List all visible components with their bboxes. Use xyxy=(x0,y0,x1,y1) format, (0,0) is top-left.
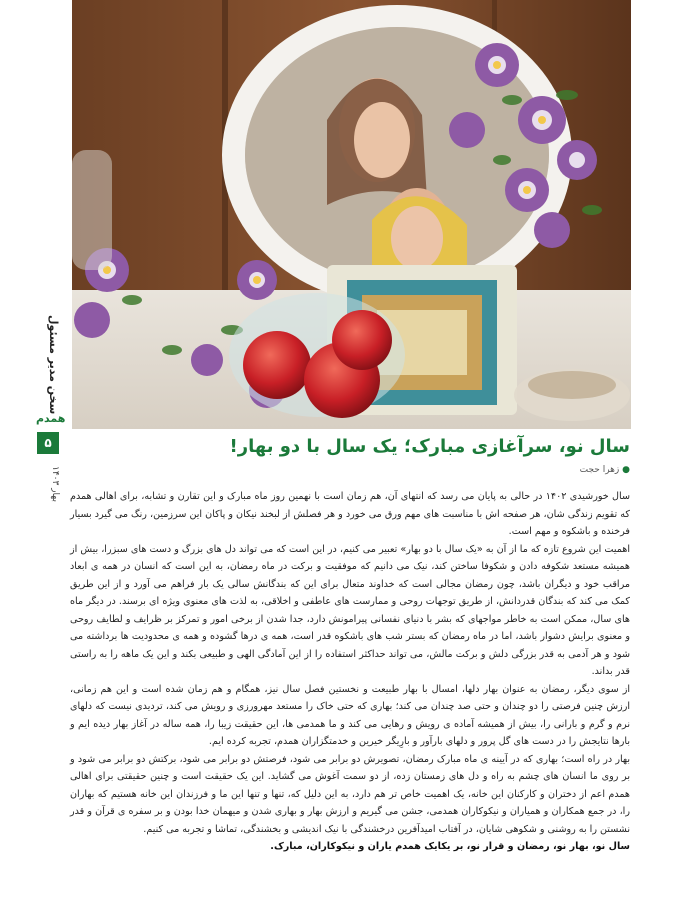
article-title: سال نو، سرآغازی مبارک؛ یک سال با دو بهار! xyxy=(229,436,630,457)
sidebar-info xyxy=(28,310,68,510)
issue-label: بهار ۱۴۰۳ xyxy=(50,466,60,502)
paragraph: از سوی دیگر، رمضان به عنوان بهار دلها، امسال با بهار طبیعت و نخستین فصل سال نیز، همگام و هم زمان شده است و این هم زمانی، ارزش چنین فرصتی را دو چندان و حتی صد چندان می کند؛ بهاری که حتی خاک را مستعد مهرورزی و رویش می کند، تردیدی نیست که دلهای نرم و گرم و بارانی را، بیش از همیشه آماده ی رویش و رهایی می کند و ما همدمی ها، این حقیقت زیبا را، همه ساله در آغاز بهار دیده ایم و بارها نتایجش را در دست های گل پرور و دلهای بارآور و بارِیگر خیرین و خدمتگزاران همدم، تجربه کرده ایم. xyxy=(70,683,630,747)
byline xyxy=(580,465,630,475)
paragraph: سال خورشیدی ۱۴۰۲ در حالی به پایان می رسد که انتهای آن، هم زمان است با نهمین روز ماه مبارک و این تقارن و تشابه، برای اهالی همدم که تقویم زندگی شان، هر صفحه اش با مناسبت های مهم ورق می خورد و هر فصلش از لبخند نیکان و پاکان این سرزمین، رنگ می گیرد بسیار فرخنده و باشکوه و مهم است. xyxy=(70,491,630,537)
photo-illustration xyxy=(72,0,631,429)
page-number: ۵ xyxy=(37,432,59,454)
article-body xyxy=(70,488,630,852)
nowruz-table-photo xyxy=(72,0,631,429)
author-name: زهرا حجت xyxy=(579,465,620,475)
bullet-icon: ● xyxy=(622,465,630,475)
section-label: سخن مدیر مسئول xyxy=(47,315,60,415)
paragraph: اهمیت این شروع تازه که ما از آن به «یک سال با دو بهار» تعبیر می کنیم، در این است که می تواند دل های بزرگ و دست های سبزرا، بیش از همیشه مستعد شکوفه دادن و شکوفا ساختن کند، نیک می دانیم که موفقیت و برکت در ماه رمضان، به این است که انسان در همه ی ابعاد مراقب خود و دیگران باشد، چون رمضان مجالی است که خداوند متعال برای این که بندگانش سالی یک بار فراهم می آورد و از این طریق کمک می کند که بندگان قدردانش، از طریق توجهات روحی و ممارست های عاطفی و اخلاقی، به لذت های معنوی ویژه ای برسند. در دیگر ماه های سال، ممکن است به خاطر مواجهای که بشر با دنیای نفسانی پیرامونش دارد، جدا شدن از برخی امور و تمرکز بر ظرایف و لطایف روحی و معنوی برایش دشوار باشد، اما در ماه رمضان که بستر شب های باشکوه قدر است، همه ی درها گشوده و همه ی محدودیت ها برداشته می شود و هر آدمی به قدر بزرگی دلش و برکت مالش، می تواند حداکثر استفاده را از این آمادگی الهی و طبیعی بکند و این یک ماهه را به راستی قدر بداند. xyxy=(70,543,630,677)
magazine-logo: همدم xyxy=(36,412,66,425)
paragraph: بهار در راه است؛ بهاری که در آیینه ی ماه مبارک رمضان، تصویرش دو برابر می شود، فرصتش دو برابر می شود، برکتش دو برابر می شود و بر روی ما انسان های چشم به راه و دل های زمستان زده، از دو سمت آغوش می گشاید. این یک حقیقت است و چنین حقیقتی برای اهالی همدم اعم از دختران و کارکنان این خانه، یک اهمیت خاص تر هم دارد، به این دلیل که، تنها و تنها این ما و فرزندان این خانه هستیم که بهاران را، در جمع همکاران و همیاران و نیکوکاران همدمی، جشن می گیریم و ارزش بهار و بهاری شدن و میهمان خدا بودن و بر سفره ی قرآن و قدر نشستن را به روشنی و شکوهی شایان، در آفتاب امیدآفرین درخشندگی با نیک اندیشی و بخشندگی، تماشا و تجربه می کنیم. xyxy=(70,753,630,835)
closing-line: سال نو، بهار نو، رمضان و قرار نو، بر یکایک همدم یاران و نیکوکاران، مبارک. xyxy=(270,841,630,852)
